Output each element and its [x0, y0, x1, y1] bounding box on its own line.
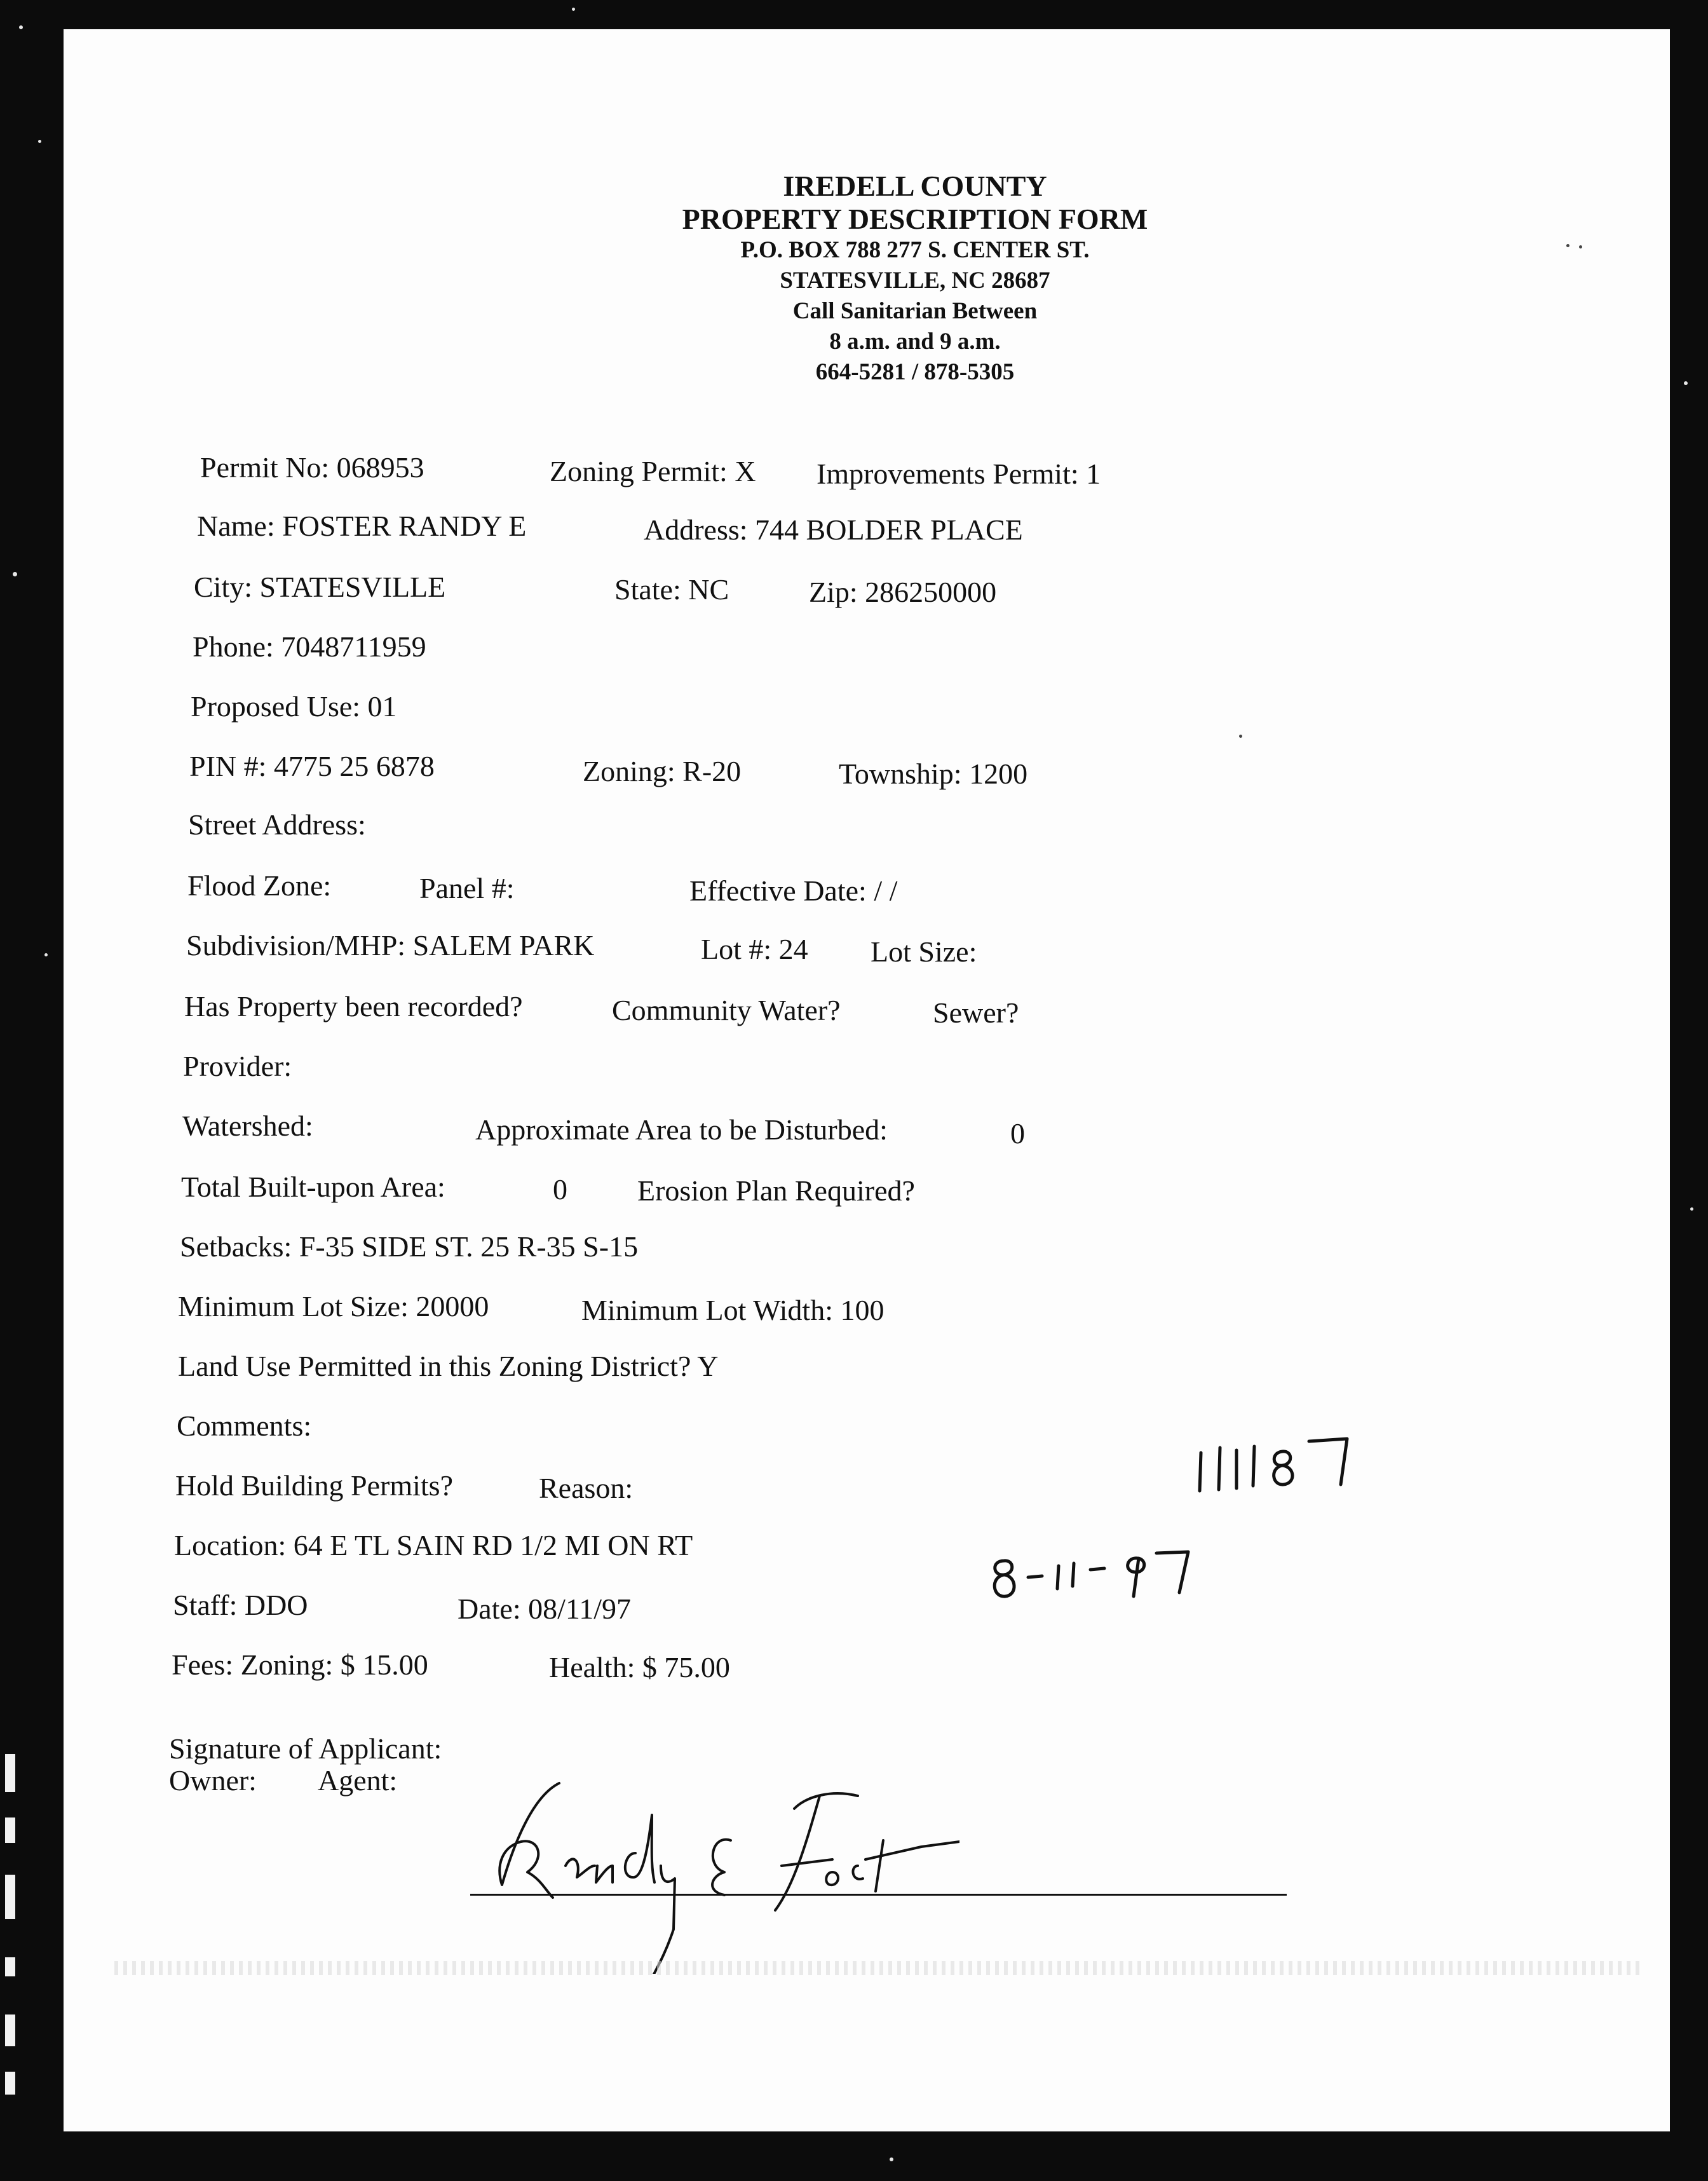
office-address: P.O. BOX 788 277 S. CENTER ST.: [740, 237, 1090, 263]
city: City: STATESVILLE: [194, 571, 446, 603]
scan-speck: [19, 25, 23, 29]
handwritten-date: [979, 1535, 1233, 1618]
scan-noise-mark: [5, 1875, 15, 1919]
built-upon-area-value: 0: [553, 1173, 567, 1206]
signature-label: Signature of Applicant:: [169, 1732, 442, 1765]
scan-speck: [38, 140, 41, 143]
staff: Staff: DDO: [173, 1589, 308, 1621]
applicant-address: Address: 744 BOLDER PLACE: [644, 513, 1023, 546]
scan-noise-mark: [5, 1754, 15, 1792]
approximate-area-label: Approximate Area to be Disturbed:: [475, 1113, 888, 1146]
scan-speck: [572, 8, 575, 11]
effective-date: Effective Date: / /: [689, 874, 898, 907]
lot-number: Lot #: 24: [701, 933, 808, 965]
scan-artifact-line: [114, 1961, 1639, 1975]
call-instructions: Call Sanitarian Between: [792, 298, 1038, 324]
property-recorded: Has Property been recorded?: [184, 990, 523, 1023]
phone-numbers: 664-5281 / 878-5305: [815, 359, 1015, 385]
permit-number: Permit No: 068953: [200, 451, 424, 484]
flood-zone: Flood Zone:: [187, 869, 332, 902]
scan-speck: [44, 953, 48, 956]
phone: Phone: 7048711959: [193, 630, 426, 663]
form-title: PROPERTY DESCRIPTION FORM: [682, 203, 1148, 235]
applicant-name: Name: FOSTER RANDY E: [197, 510, 527, 542]
lot-size: Lot Size:: [871, 935, 977, 968]
form-date: Date: 08/11/97: [458, 1593, 631, 1625]
reason: Reason:: [539, 1472, 634, 1504]
community-water: Community Water?: [612, 994, 841, 1026]
county-name: IREDELL COUNTY: [783, 170, 1047, 202]
scan-dot: [1579, 245, 1582, 248]
land-use-permitted: Land Use Permitted in this Zoning District? Y: [178, 1350, 719, 1382]
zoning: Zoning: R-20: [583, 755, 742, 787]
pin-number: PIN #: 4775 25 6878: [189, 750, 435, 782]
fees-health: Health: $ 75.00: [549, 1651, 730, 1683]
scan-noise-mark: [5, 2015, 15, 2046]
scan-dot: [1566, 244, 1569, 247]
scan-noise-mark: [5, 1818, 15, 1843]
comments: Comments:: [177, 1410, 312, 1442]
call-hours: 8 a.m. and 9 a.m.: [829, 329, 1001, 355]
state: State: NC: [614, 573, 729, 606]
minimum-lot-width: Minimum Lot Width: 100: [581, 1294, 884, 1326]
form-header: [597, 170, 1233, 388]
proposed-use: Proposed Use: 01: [191, 690, 397, 723]
watershed: Watershed:: [182, 1110, 313, 1142]
document-page: [64, 29, 1670, 2131]
setbacks: Setbacks: F-35 SIDE ST. 25 R-35 S-15: [180, 1230, 639, 1263]
applicant-signature: [477, 1770, 959, 1974]
scan-speck: [13, 572, 17, 576]
office-city: STATESVILLE, NC 28687: [780, 268, 1050, 294]
street-address: Street Address:: [188, 808, 366, 841]
handwritten-number: [1188, 1427, 1404, 1504]
subdivision: Subdivision/MHP: SALEM PARK: [186, 929, 595, 961]
township: Township: 1200: [839, 758, 1028, 790]
fees-zoning: Fees: Zoning: $ 15.00: [172, 1648, 428, 1681]
improvements-permit: Improvements Permit: 1: [817, 458, 1101, 490]
zip-code: Zip: 286250000: [809, 576, 997, 608]
owner-label: Owner:: [169, 1764, 257, 1797]
scan-speck: [1690, 1207, 1693, 1211]
scan-speck: [1684, 381, 1688, 385]
location: Location: 64 E TL SAIN RD 1/2 MI ON RT: [174, 1529, 693, 1561]
scan-noise-mark: [5, 1957, 15, 1976]
minimum-lot-size: Minimum Lot Size: 20000: [178, 1290, 489, 1322]
approximate-area-value: 0: [1010, 1117, 1025, 1150]
hold-building-permits: Hold Building Permits?: [175, 1469, 453, 1502]
sewer: Sewer?: [933, 996, 1019, 1029]
panel-number: Panel #:: [419, 872, 515, 904]
agent-label: Agent:: [318, 1764, 398, 1797]
zoning-permit: Zoning Permit: X: [550, 455, 756, 487]
built-upon-area-label: Total Built-upon Area:: [181, 1171, 445, 1203]
scan-noise-mark: [5, 2072, 15, 2095]
scan-speck: [890, 2157, 893, 2161]
erosion-plan: Erosion Plan Required?: [637, 1174, 915, 1207]
scan-dot: [1239, 735, 1242, 738]
provider: Provider:: [183, 1050, 292, 1082]
